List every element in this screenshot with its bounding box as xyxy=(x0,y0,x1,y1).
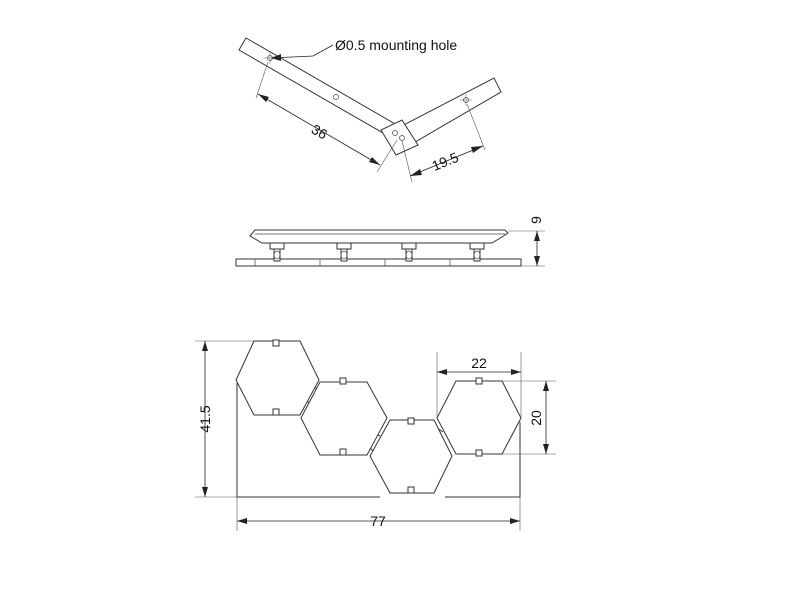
side-top-plate xyxy=(250,230,508,243)
dim-height: 41.5 xyxy=(197,405,213,433)
dim-width: 77 xyxy=(370,513,386,529)
side-standoff xyxy=(470,243,484,261)
bracket-top-view xyxy=(239,37,501,182)
dim-arm-long: 36 xyxy=(308,120,331,143)
dim-hex-width: 22 xyxy=(471,355,487,371)
hexagon-tile xyxy=(301,382,387,455)
hole-note: Ø0.5 mounting hole xyxy=(335,37,458,53)
dim-thickness: 9 xyxy=(528,216,544,224)
side-standoff xyxy=(337,243,351,261)
hexagon-tile xyxy=(370,420,452,493)
front-view xyxy=(195,340,556,531)
dim-arm-short: 19.5 xyxy=(429,148,461,174)
side-standoff xyxy=(270,243,284,261)
hexagon-tile xyxy=(437,381,521,454)
dim-hex-height: 20 xyxy=(528,410,544,426)
side-view xyxy=(236,216,545,266)
hexagon-tile xyxy=(236,341,319,415)
side-standoff xyxy=(402,243,416,261)
